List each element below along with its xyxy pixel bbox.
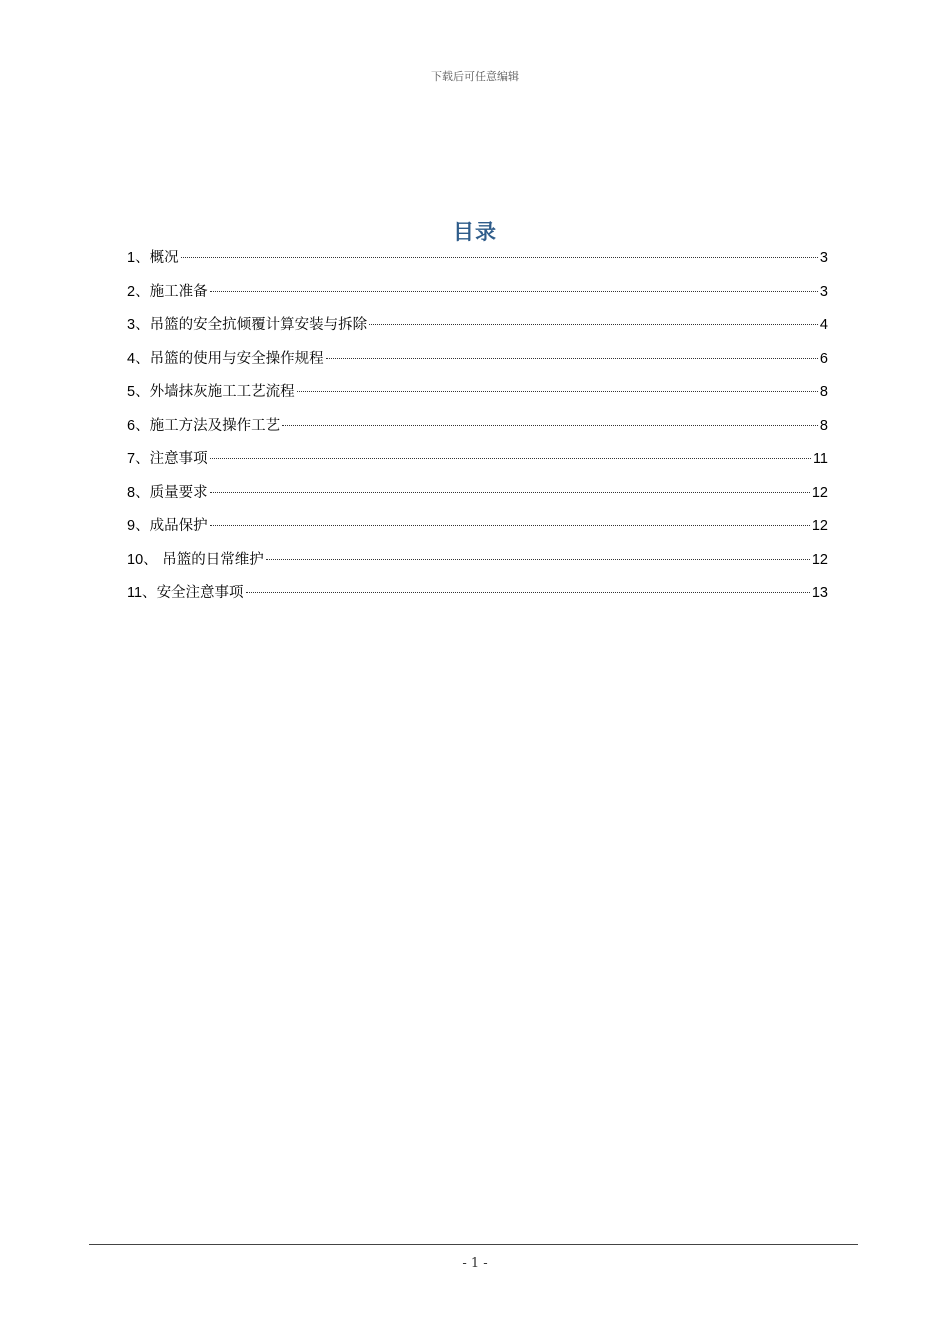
toc-entry[interactable] xyxy=(127,483,828,517)
toc-entry-title: 吊篮的安全抗倾覆计算安装与拆除 xyxy=(149,317,368,333)
toc-entry-page: 6 xyxy=(819,350,828,367)
toc-entry-page: 4 xyxy=(819,317,828,333)
footer-divider xyxy=(89,1244,858,1245)
toc-entry-title: 外墙抹灰施工工艺流程 xyxy=(149,384,295,400)
toc-dot-leader xyxy=(210,525,810,526)
toc-entry-title: 质量要求 xyxy=(149,484,208,501)
toc-dot-leader xyxy=(282,425,818,426)
toc-dot-leader xyxy=(266,559,810,560)
toc-entry-number: 2、 xyxy=(127,283,150,300)
toc-dot-leader xyxy=(246,592,810,593)
toc-entry[interactable] xyxy=(127,449,828,483)
toc-entry-number: 7、 xyxy=(127,451,150,467)
toc-entry-number: 10、 xyxy=(127,551,158,568)
toc-entry-number: 11、 xyxy=(127,585,157,601)
toc-entry-page: 11 xyxy=(812,451,828,467)
table-of-contents xyxy=(127,248,828,617)
toc-entry-page: 12 xyxy=(811,518,828,534)
toc-entry[interactable] xyxy=(127,382,828,416)
toc-entry-number: 5、 xyxy=(127,384,150,400)
header-note: 下载后可任意编辑 xyxy=(431,70,519,83)
toc-dot-leader xyxy=(210,492,810,493)
footer-page-number: - 1 - xyxy=(462,1256,488,1271)
toc-dot-leader xyxy=(210,458,811,459)
toc-dot-leader xyxy=(326,358,818,359)
toc-entry-number: 4、 xyxy=(127,350,150,367)
toc-entry-title: 吊篮的日常维护 xyxy=(157,551,264,568)
toc-entry-title: 安全注意事项 xyxy=(156,585,244,601)
toc-entry-page: 3 xyxy=(819,250,828,266)
toc-entry-page: 8 xyxy=(819,417,828,434)
toc-entry-title: 成品保护 xyxy=(149,518,208,534)
toc-dot-leader xyxy=(181,257,818,258)
toc-dot-leader xyxy=(297,391,818,392)
toc-entry-page: 8 xyxy=(819,384,828,400)
toc-entry-number: 6、 xyxy=(127,417,150,434)
toc-dot-leader xyxy=(210,291,818,292)
toc-entry-title: 吊篮的使用与安全操作规程 xyxy=(149,350,324,367)
toc-entry[interactable] xyxy=(127,416,828,450)
toc-entry-title: 施工方法及操作工艺 xyxy=(149,417,281,434)
toc-entry[interactable] xyxy=(127,349,828,383)
toc-entry-page: 12 xyxy=(811,551,828,568)
toc-entry[interactable] xyxy=(127,583,828,617)
toc-dot-leader xyxy=(369,324,818,325)
toc-entry-number: 9、 xyxy=(127,518,150,534)
toc-entry[interactable] xyxy=(127,516,828,550)
toc-entry-number: 1、 xyxy=(127,250,150,266)
toc-entry-number: 8、 xyxy=(127,484,150,501)
toc-entry[interactable] xyxy=(127,248,828,282)
toc-title: 目录 xyxy=(453,220,497,244)
toc-entry-title: 施工准备 xyxy=(149,283,208,300)
toc-entry-page: 12 xyxy=(811,484,828,501)
toc-entry[interactable] xyxy=(127,550,828,584)
toc-entry-title: 注意事项 xyxy=(149,451,208,467)
toc-entry-title: 概况 xyxy=(149,250,179,266)
toc-entry[interactable] xyxy=(127,282,828,316)
toc-entry-page: 3 xyxy=(819,283,828,300)
toc-entry[interactable] xyxy=(127,315,828,349)
toc-entry-number: 3、 xyxy=(127,317,150,333)
toc-entry-page: 13 xyxy=(811,585,828,601)
